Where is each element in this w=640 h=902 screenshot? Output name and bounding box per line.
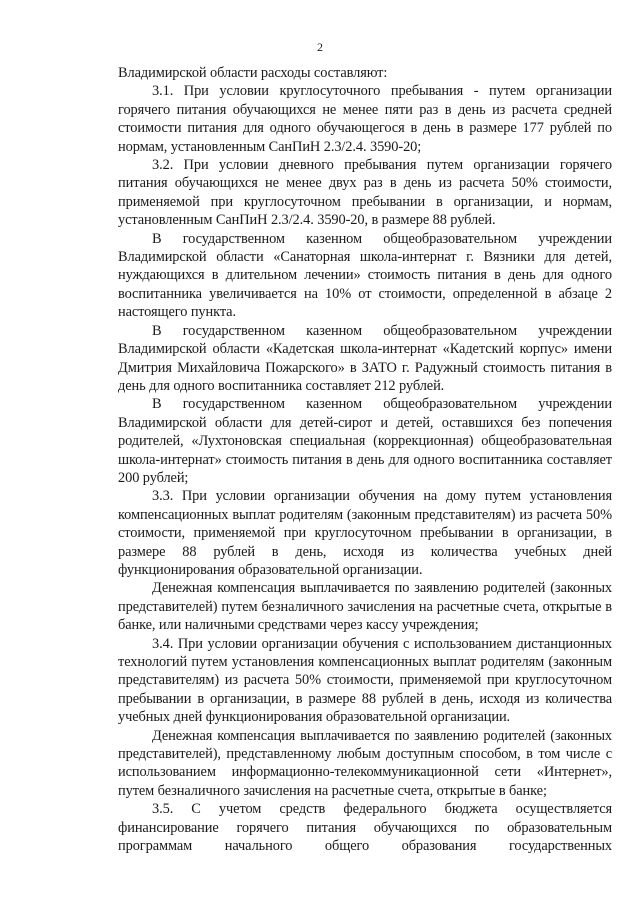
document-body (118, 64, 612, 855)
paragraph-compensation-1: Денежная компенсация выплачивается по заявлению родителей (законных представителей) путем безналичного зачисления на расчетные счета, открытые в банке, или наличными средствами через кассу учреждения; (118, 580, 612, 634)
paragraph-3-1: 3.1. При условии круглосуточного пребывания - путем организации горячего питания обучающихся не менее пяти раз в день из расчета средней стоимости питания для одного обучающегося в день в размере 177 рублей по нормам, установленным СанПиН 2.3/2.4. 3590-20; (118, 83, 612, 155)
paragraph-vyazniki-school: В государственном казенном общеобразовательном учреждении Владимирской области «Санаторная школа-интернат г. Вязники для детей, нуждающихся в длительном лечении» стоимость питания в день для одного воспитанника увеличивается на 10% от стоимости, определенной в абзаце 2 настоящего пункта. (118, 230, 612, 321)
paragraph-compensation-2: Денежная компенсация выплачивается по заявлению родителей (законных представителей), представленному любым доступным способом, в том числе с использованием информационно-телекоммуникационной сети «Интернет», путем безналичного зачисления на расчетные счета, открытые в банке; (118, 727, 612, 799)
paragraph-intro: Владимирской области расходы составляют: (118, 65, 388, 81)
paragraph-cadet-school: В государственном казенном общеобразовательном учреждении Владимирской области «Кадетская школа-интернат «Кадетский корпус» имени Дмитрия Михайловича Пожарского» в ЗАТО г. Радужный стоимость питания в день для одного воспитанника составляет 212 рублей. (118, 322, 612, 394)
paragraph-lukhtonovo-school: В государственном казенном общеобразовательном учреждении Владимирской области для детей-сирот и детей, оставшихся без попечения родителей, «Лухтоновская специальная (коррекционная) общеобразовательная школа-интернат» стоимость питания в день для одного воспитанника составляет 200 рублей; (118, 396, 612, 486)
page-number: 2 (317, 40, 323, 54)
paragraph-3-4: 3.4. При условии организации обучения с использованием дистанционных технологий путем установления компенсационных выплат родителям (законным представителям) из расчета 50% стоимости, применяемой при круглосуточном пребывании в организации, в размере 88 рублей в день, исходя из количества учебных дней функционирования образовательной организации. (118, 635, 612, 726)
paragraph-3-2: 3.2. При условии дневного пребывания путем организации горячего питания обучающихся не менее двух раз в день из расчета 50% стоимости, применяемой при круглосуточном пребывании в организации, и нормам, установленным СанПиН 2.3/2.4. 3590-20, в размере 88 рублей. (118, 157, 612, 229)
paragraph-3-3: 3.3. При условии организации обучения на дому путем установления компенсационных выплат родителям (законным представителям) из расчета 50% стоимости, применяемой при круглосуточном пребывании в организации, в размере 88 рублей в день, исходя из количества учебных дней функционирования образовательной организации. (118, 488, 612, 578)
paragraph-3-5: 3.5. С учетом средств федерального бюджета осуществляется финансирование горячего питания обучающихся по образовательным программам начального общего образования государственных (118, 801, 612, 855)
